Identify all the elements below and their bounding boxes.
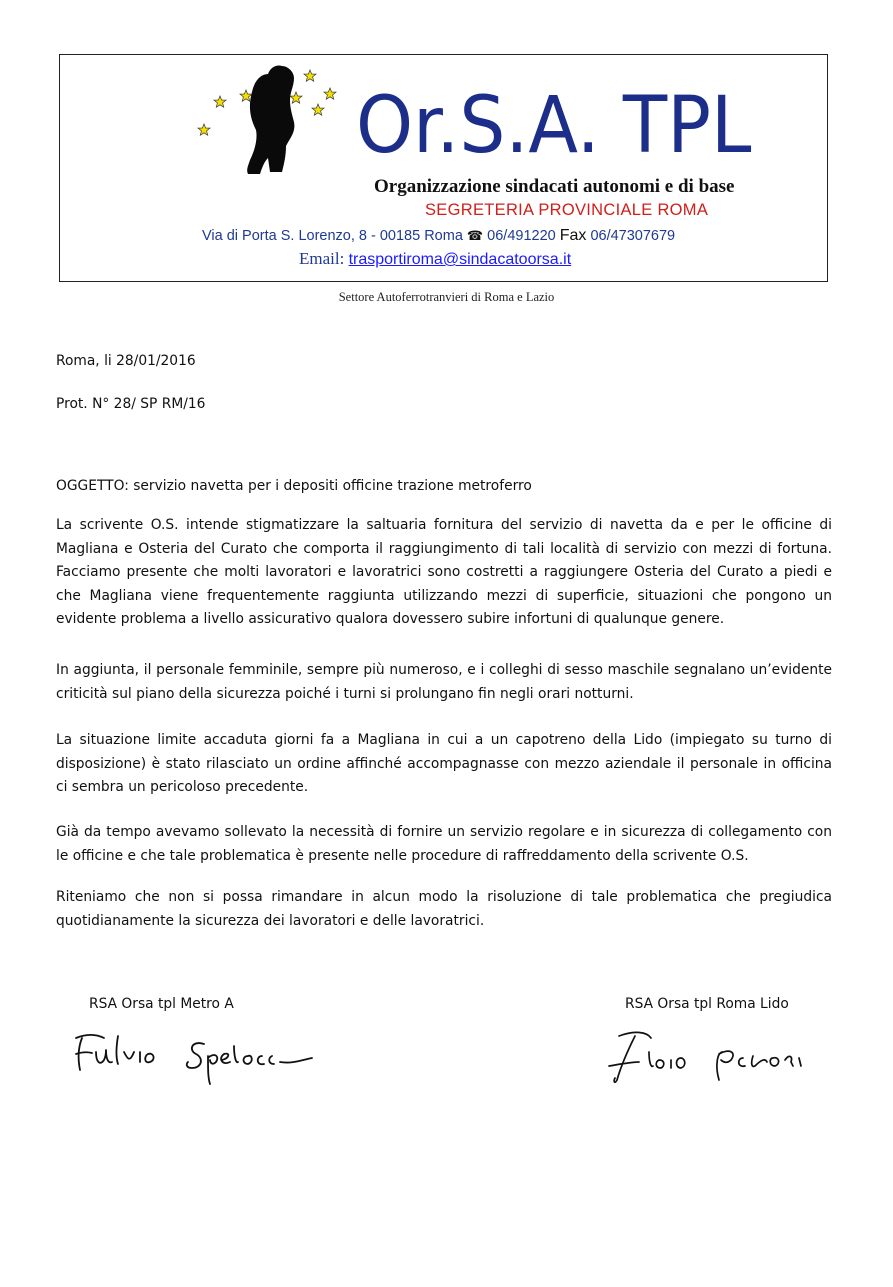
telephone-icon: ☎ bbox=[466, 228, 484, 243]
paragraph-4: Già da tempo avevamo sollevato la necessità di fornire un servizio regolare e in sicurezza di collegamento con le officine e che tale problematica è presente nelle procedure di raffreddamento della scrivente O.S. bbox=[56, 824, 832, 864]
protocol-number: Prot. N° 28/ SP RM/16 bbox=[56, 396, 206, 412]
address-line bbox=[202, 227, 675, 245]
fax-label: Fax bbox=[559, 227, 587, 244]
email-line bbox=[299, 249, 571, 269]
phone-number: 06/491220 bbox=[487, 228, 556, 244]
organization-name: Organizzazione sindacati autonomi e di base bbox=[374, 176, 735, 197]
subject-line: OGGETTO: servizio navetta per i depositi officine trazione metroferro bbox=[56, 478, 532, 494]
place-date: Roma, li 28/01/2016 bbox=[56, 353, 196, 369]
right-handwritten-signature bbox=[605, 1022, 815, 1092]
right-signature-label: RSA Orsa tpl Roma Lido bbox=[625, 996, 789, 1012]
left-handwritten-signature bbox=[70, 1022, 320, 1092]
email-label: Email: bbox=[299, 249, 345, 268]
brand-title: Or.S.A. TPL bbox=[356, 81, 752, 171]
sector-caption: Settore Autoferrotranvieri di Roma e Lazio bbox=[338, 290, 555, 304]
paragraph-2: In aggiunta, il personale femminile, sempre più numeroso, e i colleghi di sesso maschile segnalano un’evidente criticità sul piano della sicurezza poiché i turni si prolungano fin negli orari notturni. bbox=[56, 662, 832, 702]
fax-number: 06/47307679 bbox=[590, 228, 676, 244]
bear-with-stars-logo bbox=[190, 60, 340, 180]
left-signature-label: RSA Orsa tpl Metro A bbox=[89, 996, 234, 1012]
paragraph-5: Riteniamo che non si possa rimandare in alcun modo la risoluzione di tale problematica che pregiudica quotidianamente la sicurezza dei lavoratori e delle lavoratrici. bbox=[56, 889, 832, 929]
street-address: Via di Porta S. Lorenzo, 8 - 00185 Roma bbox=[202, 228, 463, 244]
paragraph-1: La scrivente O.S. intende stigmatizzare la saltuaria fornitura del servizio di navetta da e per le officine di Magliana e Osteria del Curato che comporta il raggiungimento di tali località di servizio con mezzi di fortuna. Facciamo presente che molti lavoratori e lavoratrici sono costretti a raggiungere Osteria del Curato a piedi e che Magliana viene frequentemente raggiunta utilizzando mezzi di superficie, situazioni che pongono un evidente problema a livello assicurativo qualora dovessero subire infortuni di qualunque genere. bbox=[56, 517, 832, 627]
paragraph-3: La situazione limite accaduta giorni fa a Magliana in cui a un capotreno della Lido (impiegato su turno di disposizione) è stato rilasciato un ordine affinché accompagnasse con mezzo aziendale il personale in officina ci sembra un pericoloso precedente. bbox=[56, 732, 832, 795]
email-link[interactable]: trasportiroma@sindacatoorsa.it bbox=[348, 251, 572, 268]
segreteria-title: SEGRETERIA PROVINCIALE ROMA bbox=[425, 201, 709, 219]
